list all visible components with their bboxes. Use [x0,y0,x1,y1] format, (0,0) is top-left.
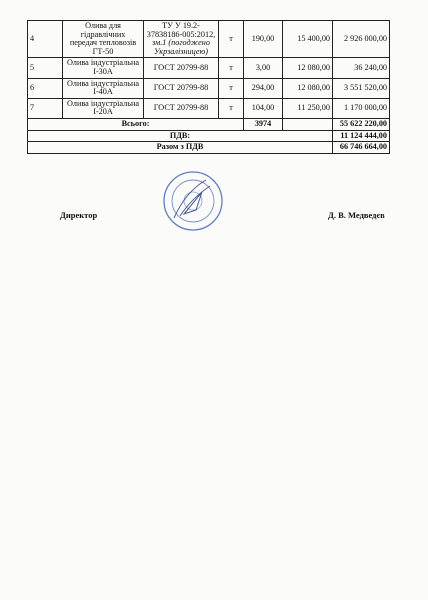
row-number: 4 [28,21,63,58]
row-number: 5 [28,58,63,78]
product-name: Олива індустріальна І-20А [63,98,144,118]
specification-table [27,20,390,154]
price: 15 400,00 [283,21,333,58]
total-qty: 3974 [244,119,283,131]
quantity: 190,00 [244,21,283,58]
row-number: 7 [28,98,63,118]
standard: ГОСТ 20799-88 [144,98,219,118]
company-stamp-icon [162,170,224,232]
product-name: Олива індустріальна І-40А [63,78,144,98]
standard: ГОСТ 20799-88 [144,58,219,78]
grand-total-row [28,142,390,154]
quantity: 294,00 [244,78,283,98]
unit: т [219,21,244,58]
row-sum: 1 170 000,00 [333,98,390,118]
table-row [28,98,390,118]
director-name: Д. В. Медведєв [328,210,385,220]
vat-label: ПДВ: [28,130,333,142]
price: 12 080,00 [283,78,333,98]
unit: т [219,98,244,118]
price: 12 080,00 [283,58,333,78]
row-sum: 3 551 520,00 [333,78,390,98]
vat-row [28,130,390,142]
quantity: 104,00 [244,98,283,118]
director-label: Директор [60,210,98,220]
row-sum: 2 926 000,00 [333,21,390,58]
row-sum: 36 240,00 [333,58,390,78]
quantity: 3,00 [244,58,283,78]
table-row [28,58,390,78]
vat-sum: 11 124 444,00 [333,130,390,142]
unit: т [219,58,244,78]
total-row [28,119,390,131]
table-row [28,78,390,98]
total-label: Всього: [28,119,244,131]
grand-label: Разом з ПДВ [28,142,333,154]
table-row [28,21,390,58]
unit: т [219,78,244,98]
row-number: 6 [28,78,63,98]
total-sum: 55 622 220,00 [333,119,390,131]
standard: ТУ У 19.2- 37838186-005:2012, зм.1 (погоджено Укрзалізницею) [144,21,219,58]
price: 11 250,00 [283,98,333,118]
product-name: Олива індустріальна І-30А [63,58,144,78]
grand-sum: 66 746 664,00 [333,142,390,154]
standard: ГОСТ 20799-88 [144,78,219,98]
product-name: Олива для гідравлічних передач тепловозів ГТ-50 [63,21,144,58]
